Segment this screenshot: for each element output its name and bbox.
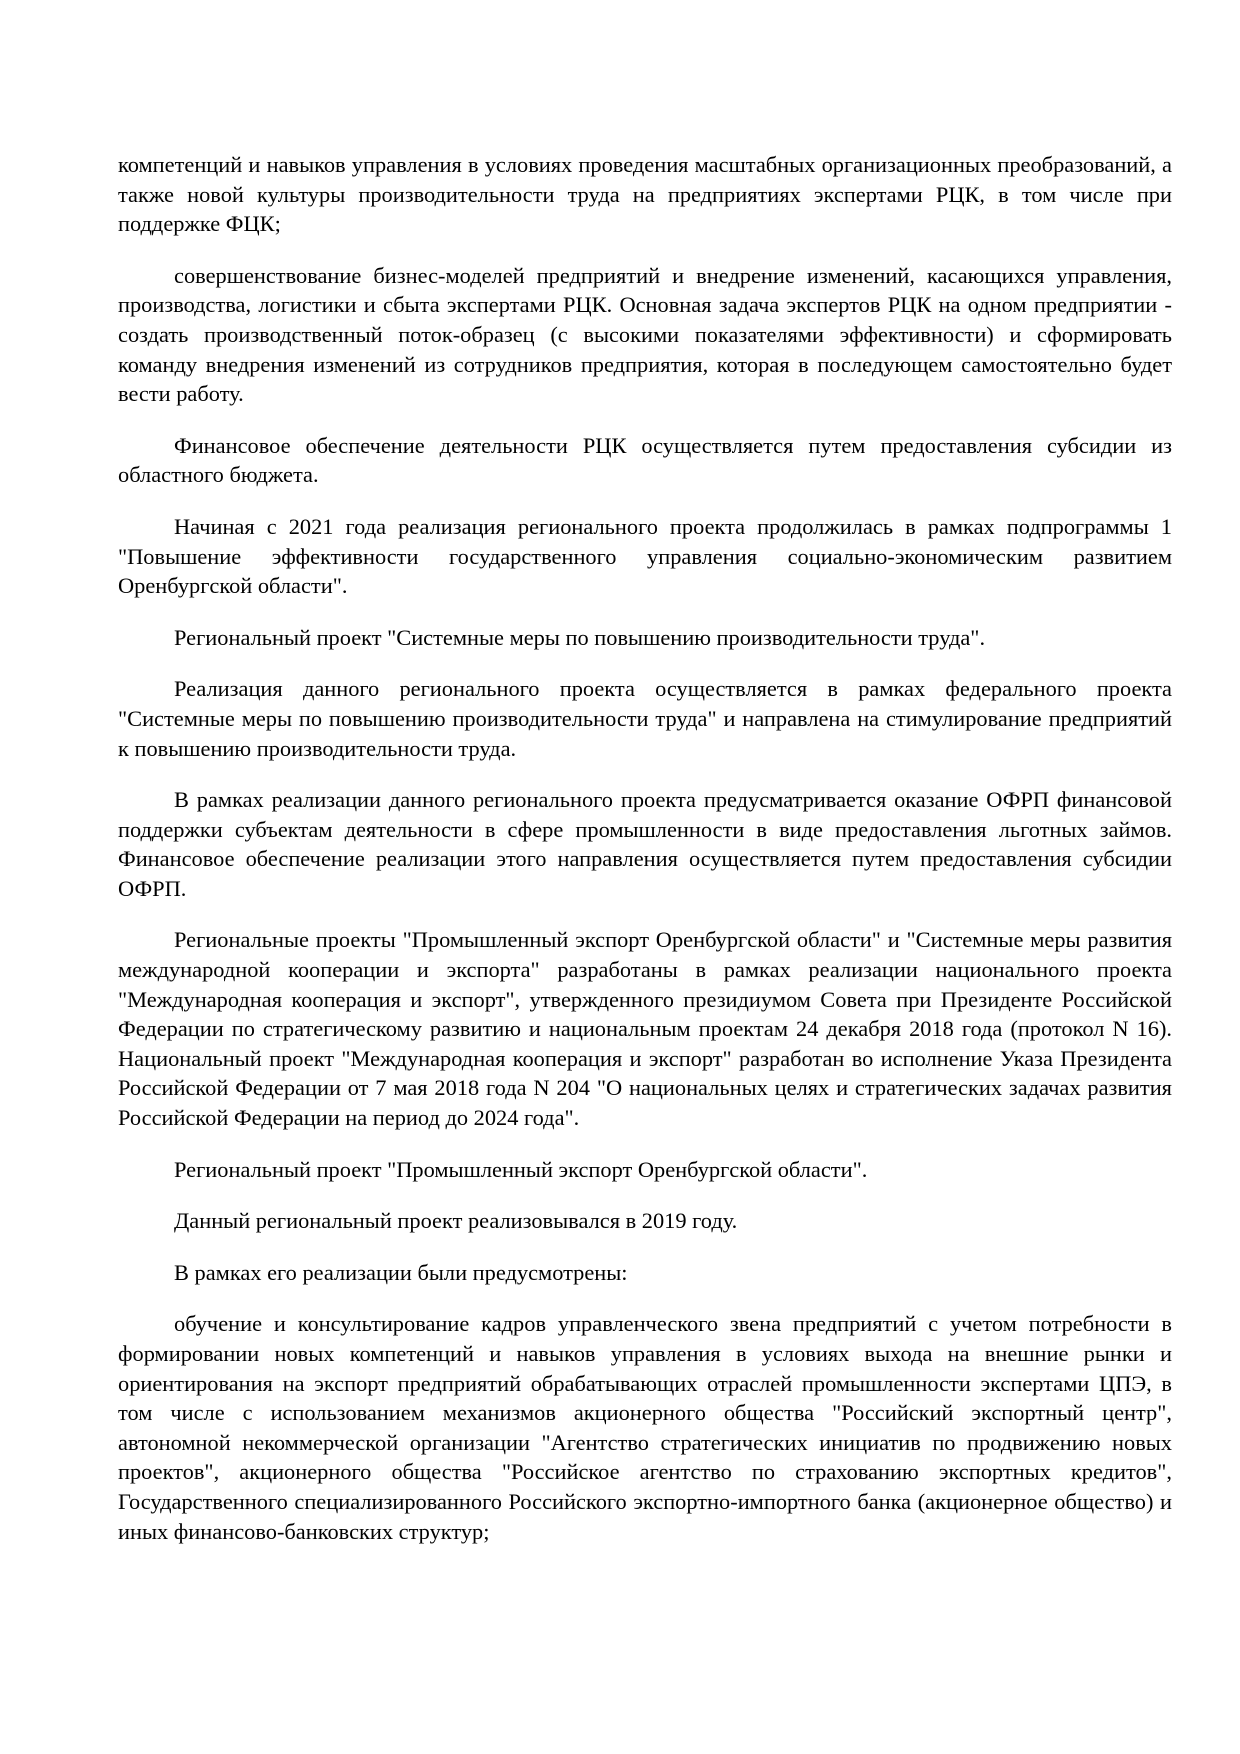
paragraph-export-projects: Региональные проекты "Промышленный экспорт Оренбургской области" и "Системные меры развития международной кооперации и экспорта" разработаны в рамках реализации национального проекта "Международная кооперация и экспорт", утвержденного президиумом Совета при Президенте Российской Федерации по стратегическому развитию и национальным проектам 24 декабря 2018 года (протокол N 16). Национальный проект "Международная кооперация и экспорт" разработан во исполнение Указа Президента Российской Федерации от 7 мая 2018 года N 204 "О национальных целях и стратегических задачах развития Российской Федерации на период до 2024 года".: [118, 927, 1172, 1131]
paragraph-implemented-2019: Данный региональный проект реализовывался в 2019 году.: [174, 1208, 738, 1234]
paragraph-ofrp-support: В рамках реализации данного регионального проекта предусматривается оказание ОФРП финансовой поддержки субъектам деятельности в сфере промышленности в виде предоставления льготных займов. Финансовое обеспечение реализации этого направления осуществляется путем предоставления субсидии ОФРП.: [118, 787, 1172, 901]
paragraph-competencies-continuation: компетенций и навыков управления в условиях проведения масштабных организационных преобразований, а также новой культуры производительности труда на предприятиях экспертами РЦК, в том числе при поддержке ФЦК;: [118, 152, 1172, 237]
heading-industrial-export-project: Региональный проект "Промышленный экспорт Оренбургской области".: [174, 1156, 868, 1182]
paragraph-provisions-intro: В рамках его реализации были предусмотрены:: [174, 1259, 628, 1285]
paragraph-rck-financing: Финансовое обеспечение деятельности РЦК осуществляется путем предоставления субсидии из областного бюджета.: [118, 432, 1172, 488]
paragraph-2021-subprogram: Начиная с 2021 года реализация регионального проекта продолжилась в рамках подпрограммы 1 "Повышение эффективности государственного управления социально-экономическим развитием Оренбургской области".: [118, 513, 1172, 599]
heading-productivity-project: Региональный проект "Системные меры по повышению производительности труда".: [174, 624, 986, 650]
paragraph-productivity-federal: Реализация данного регионального проекта осуществляется в рамках федерального проекта "Системные меры по повышению производительности труда" и направлена на стимулирование предприятий к повышению производительности труда.: [118, 676, 1172, 761]
paragraph-training-consulting: обучение и консультирование кадров управленческого звена предприятий с учетом потребности в формировании новых компетенций и навыков управления в условиях выхода на внешние рынки и ориентирования на экспорт предприятий обрабатывающих отраслей промышленности экспертами ЦПЭ, в том числе с использованием механизмов акционерного общества "Российский экспортный центр", автономной некоммерческой организации "Агентство стратегических инициатив по продвижению новых проектов", акционерного общества "Российское агентство по страхованию экспортных кредитов", Государственного специализированного Российского экспортно-импортного банка (акционерное общество) и иных финансово-банковских структур;: [118, 1311, 1172, 1544]
document-page: [118, 150, 1172, 1568]
paragraph-business-models: совершенствование бизнес-моделей предприятий и внедрение изменений, касающихся управления, производства, логистики и сбыта экспертами РЦК. Основная задача экспертов РЦК на одном предприятии - создать производственный поток-образец (с высокими показателями эффективности) и сформировать команду внедрения изменений из сотрудников предприятия, которая в последующем самостоятельно будет вести работу.: [118, 262, 1172, 407]
